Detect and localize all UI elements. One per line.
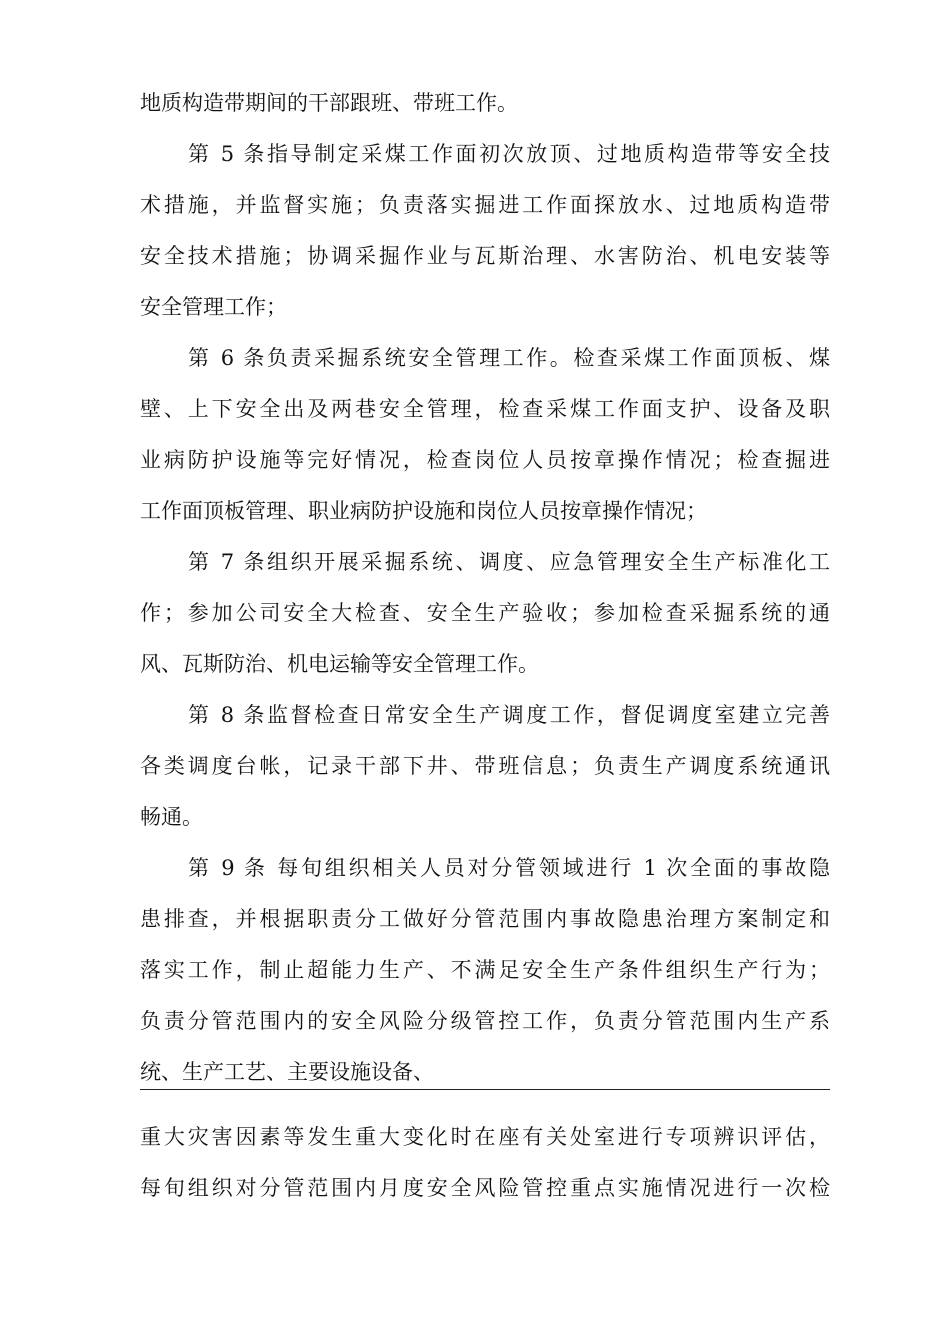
text-line: 工作面顶板管理、职业病防护设施和岗位人员按章操作情况； xyxy=(140,499,707,523)
text-line: 重大灾害因素等发生重大变化时在座有关处室进行专项辨识评估， xyxy=(140,1125,830,1149)
text-line: 第 5 条指导制定采煤工作面初次放顶、过地质构造带等安全技 xyxy=(188,142,830,166)
text-line: 安全管理工作； xyxy=(140,295,287,319)
text-line: 作；参加公司安全大检查、安全生产验收；参加检查采掘系统的通 xyxy=(140,601,830,625)
text-line: 风、瓦斯防治、机电运输等安全管理工作。 xyxy=(140,652,539,676)
page-divider xyxy=(140,1089,830,1090)
text-line: 各类调度台帐，记录干部下井、带班信息；负责生产调度系统通讯 xyxy=(140,754,830,778)
text-line: 安全技术措施；协调采掘作业与瓦斯治理、水害防治、机电安装等 xyxy=(140,244,830,268)
text-line: 负责分管范围内的安全风险分级管控工作，负责分管范围内生产系 xyxy=(140,1009,830,1033)
text-line: 患排查，并根据职责分工做好分管范围内事故隐患治理方案制定和 xyxy=(140,907,830,931)
text-line: 地质构造带期间的干部跟班、带班工作。 xyxy=(140,91,518,115)
text-line: 落实工作，制止超能力生产、不满足安全生产条件组织生产行为； xyxy=(140,958,830,982)
text-line: 第 6 条负责采掘系统安全管理工作。检查采煤工作面顶板、煤 xyxy=(188,346,830,370)
text-line: 畅通。 xyxy=(140,805,203,829)
text-line: 第 9 条 每旬组织相关人员对分管领域进行 1 次全面的事故隐 xyxy=(188,856,830,880)
text-line: 第 7 条组织开展采掘系统、调度、应急管理安全生产标准化工 xyxy=(188,550,830,574)
text-line: 统、生产工艺、主要设施设备、 xyxy=(140,1060,434,1084)
text-line: 每旬组织对分管范围内月度安全风险管控重点实施情况进行一次检 xyxy=(140,1176,830,1200)
text-line: 第 8 条监督检查日常安全生产调度工作，督促调度室建立完善 xyxy=(188,703,830,727)
text-line: 术措施，并监督实施；负责落实掘进工作面探放水、过地质构造带 xyxy=(140,193,830,217)
text-line: 业病防护设施等完好情况，检查岗位人员按章操作情况；检查掘进 xyxy=(140,448,830,472)
text-line: 壁、上下安全出及两巷安全管理，检查采煤工作面支护、设备及职 xyxy=(140,397,830,421)
document-page-lower xyxy=(140,1112,830,1214)
document-page-upper xyxy=(140,78,830,1098)
